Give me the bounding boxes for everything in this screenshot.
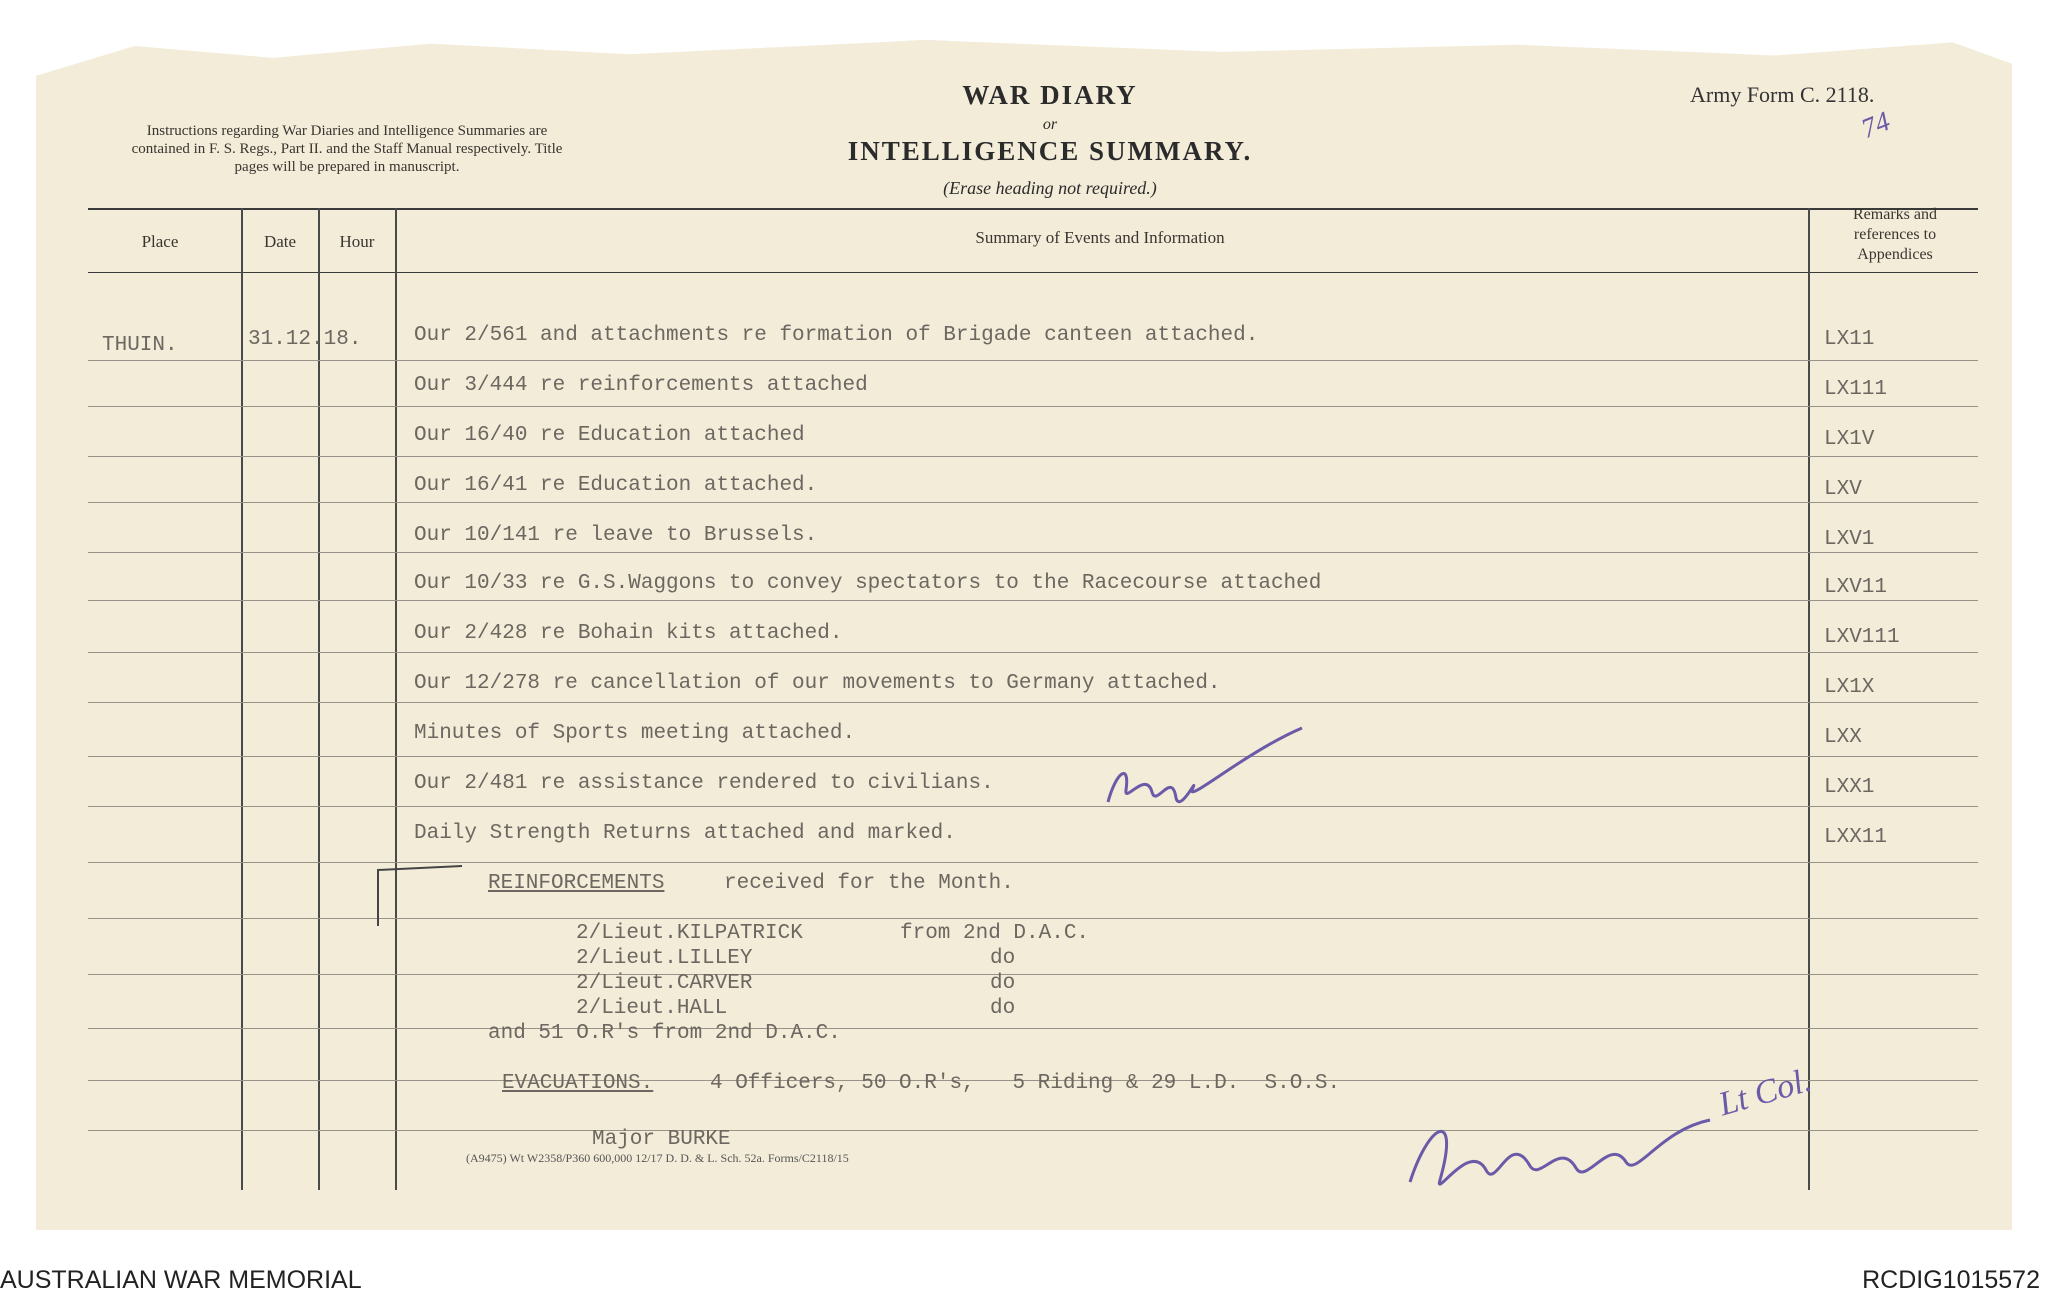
entry-text: Our 10/33 re G.S.Waggons to convey spectators to the Racecourse attached	[414, 572, 1322, 595]
officer-name: 2/Lieut.KILPATRICK	[576, 922, 803, 945]
ruled-line	[88, 600, 1978, 601]
column-header-summary: Summary of Events and Information	[975, 228, 1225, 247]
appendix-reference: LXV111	[1824, 626, 1900, 649]
appendix-reference: LX111	[1824, 378, 1888, 401]
ruled-line	[88, 502, 1978, 503]
appendix-reference: LXX11	[1824, 826, 1888, 849]
entry-text: Our 16/41 re Education attached.	[414, 474, 818, 497]
table-top-rule	[88, 208, 1978, 210]
ruled-line	[88, 406, 1978, 407]
column-divider-hour	[395, 208, 397, 1190]
appendix-reference: LXX	[1824, 726, 1862, 749]
reinforcements-heading-suffix: received for the Month.	[724, 872, 1014, 895]
reinforcements-heading: REINFORCEMENTS	[488, 872, 665, 895]
diary-page	[36, 40, 2012, 1230]
officer-name: 2/Lieut.CARVER	[576, 972, 753, 995]
officer-origin: from 2nd D.A.C.	[900, 922, 1090, 945]
entry-place: THUIN.	[102, 334, 178, 357]
column-header-place: Place	[141, 232, 179, 251]
column-divider-date	[318, 208, 320, 1190]
other-ranks-line: and 51 O.R's from 2nd D.A.C.	[488, 1022, 841, 1045]
initials-scribble	[1096, 712, 1316, 822]
footer-reference: RCDIG1015572	[1862, 1266, 2040, 1294]
entry-text: Minutes of Sports meeting attached.	[414, 722, 856, 745]
officer-name: 2/Lieut.LILLEY	[576, 947, 753, 970]
title-intelligence-summary: INTELLIGENCE SUMMARY.	[847, 136, 1253, 166]
column-divider-place	[241, 208, 243, 1190]
officer-origin: do	[990, 972, 1016, 995]
appendix-reference: LX11	[1824, 328, 1875, 351]
title-or: or	[1042, 116, 1058, 133]
officer-origin: do	[990, 947, 1016, 970]
entry-text: Our 2/561 and attachments re formation of Brigade canteen attached.	[414, 324, 1259, 347]
title-erase-note: (Erase heading not required.)	[943, 178, 1157, 198]
ruled-line	[88, 806, 1978, 807]
officer-origin: do	[990, 997, 1016, 1020]
ruled-line	[88, 702, 1978, 703]
signature-rank: Lt Col.	[1714, 1061, 1816, 1124]
appendix-reference: LX1V	[1824, 428, 1875, 451]
appendix-reference: LX1X	[1824, 676, 1875, 699]
entry-text: Our 10/141 re leave to Brussels.	[414, 524, 818, 547]
instructions-text: Instructions regarding War Diaries and Intelligence Summaries are contained in F. S. Regs., Part II. and the Staff Manual respectively. Title pages will be prepared in manuscript.	[131, 123, 563, 175]
evacuations-heading: EVACUATIONS.	[502, 1072, 654, 1095]
appendix-reference: LXV1	[1824, 528, 1875, 551]
footer-source: AUSTRALIAN WAR MEMORIAL	[0, 1266, 362, 1294]
ruled-line	[88, 652, 1978, 653]
ruled-line	[88, 360, 1978, 361]
major-name: Major BURKE	[592, 1128, 731, 1151]
column-header-remarks: Remarks and references to Appendices	[1853, 206, 1937, 263]
column-header-date: Date	[263, 232, 297, 251]
margin-bracket-mark	[370, 860, 470, 930]
ruled-line	[88, 1028, 1978, 1029]
printer-imprint: (A9475) Wt W2358/P360 600,000 12/17 D. D. & L. Sch. 52a. Forms/C2118/15	[466, 1151, 849, 1165]
signature-scribble	[1400, 1090, 1720, 1210]
folio-number: 74	[1857, 105, 1895, 146]
ruled-line	[88, 756, 1978, 757]
appendix-reference: LXV11	[1824, 576, 1888, 599]
entry-text: Our 2/481 re assistance rendered to civilians.	[414, 772, 994, 795]
evacuations-text: 4 Officers, 50 O.R's, 5 Riding & 29 L.D. S.O.S.	[710, 1072, 1341, 1095]
entry-text: Daily Strength Returns attached and marked.	[414, 822, 956, 845]
appendix-reference: LXX1	[1824, 776, 1875, 799]
officer-name: 2/Lieut.HALL	[576, 997, 728, 1020]
entry-text: Our 16/40 re Education attached	[414, 424, 805, 447]
title-war-diary: WAR DIARY	[962, 80, 1138, 110]
column-header-hour: Hour	[339, 232, 375, 251]
entry-text: Our 12/278 re cancellation of our movements to Germany attached.	[414, 672, 1221, 695]
appendix-reference: LXV	[1824, 478, 1862, 501]
entry-text: Our 2/428 re Bohain kits attached.	[414, 622, 843, 645]
column-divider-remarks	[1808, 208, 1810, 1190]
army-form-number: Army Form C. 2118.	[1690, 82, 1875, 107]
ruled-line	[88, 552, 1978, 553]
entry-text: Our 3/444 re reinforcements attached	[414, 374, 868, 397]
entry-date: 31.12.18.	[248, 328, 362, 351]
ruled-line	[88, 456, 1978, 457]
header-bottom-rule	[88, 272, 1978, 273]
ruled-line	[88, 974, 1978, 975]
